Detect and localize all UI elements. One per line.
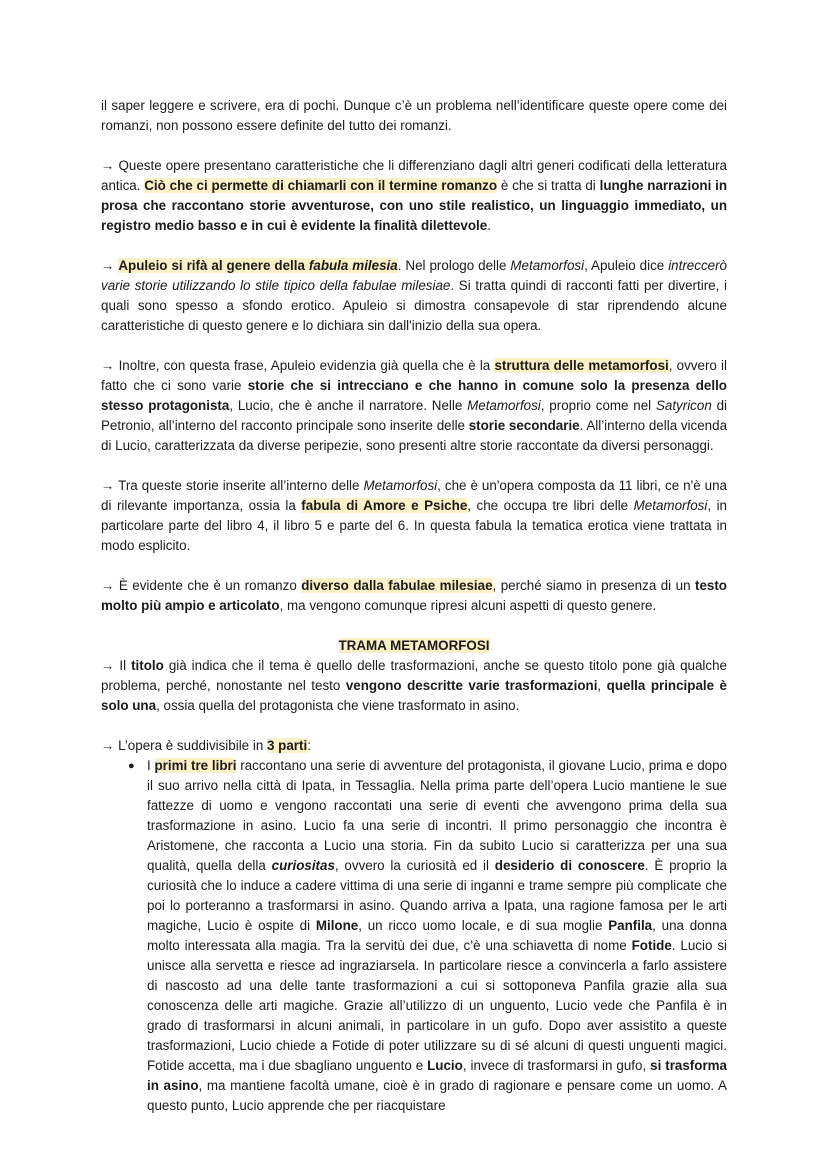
bold-text: Lucio (427, 1058, 463, 1073)
highlight: primi tre libri (154, 758, 237, 773)
text: , (597, 678, 607, 693)
italic-text: Satyricon (655, 398, 712, 413)
paragraph-struttura (101, 356, 727, 456)
text: di Petronio, all’interno del racconto principale sono inserite delle (101, 398, 727, 433)
bullet-icon: ● (128, 760, 135, 772)
highlight-text: Apuleio si rifà al genere della (118, 258, 309, 273)
text: . Nel prologo delle (397, 258, 511, 273)
text: → Il (101, 658, 132, 673)
highlight: struttura delle metamorfosi (494, 358, 669, 373)
italic-text: Metamorfosi (510, 258, 585, 273)
text: , Lucio, che è anche il narratore. Nelle (229, 398, 468, 413)
text: , Apuleio dice (584, 258, 669, 273)
bold-italic-text: curiositas (271, 858, 335, 873)
bold-text: Milone (315, 918, 359, 933)
page-content (101, 96, 727, 1116)
highlight: Ciò che ci permette di chiamarli con il termine romanzo (144, 178, 498, 193)
bold-text: quella principale è solo una (101, 678, 728, 713)
bold-text: si trasforma in asino (147, 1058, 728, 1093)
text: → Tra queste storie inserite all’interno delle (101, 478, 364, 493)
text: , ovvero la curiosità ed il (334, 858, 495, 873)
text: . Si tratta quindi di racconti fatti per divertire, i quali sono spesso a sfondo erotico. Apuleio si dimostra consapevole di star riprendendo alcune caratteristiche di questo genere e lo dichiara sin dall'inizio della sua opera. (101, 278, 727, 333)
text: . (487, 218, 491, 233)
text: , una donna molto interessata alla magia. Tra la servitù dei due, c’è una schiavetta di nome (147, 918, 727, 953)
paragraph-intro (101, 96, 727, 136)
text: → L’opera è suddivisibile in (101, 738, 267, 753)
text: , in particolare parte del libro 4, il libro 5 e parte del 6. In questa fabula la tematica erotica viene trattata in modo esplicito. (101, 498, 727, 553)
highlight: diverso dalla fabulae milesiae (301, 578, 493, 593)
highlight: fabula di Amore e Psiche (301, 498, 468, 513)
bold-text: Panfila (608, 918, 653, 933)
text: , invece di trasformarsi in gufo, (462, 1058, 651, 1073)
italic-text: Metamorfosi (467, 398, 541, 413)
paragraph-titolo (101, 656, 727, 716)
heading-text: TRAMA METAMORFOSI (338, 638, 490, 653)
text: già indica che il tema è quello delle trasformazioni, anche se questo titolo pone già qualche problema, perché, nonostante nel testo (101, 658, 727, 693)
bold-text: storie che si intrecciano e che hanno in comune solo la presenza dello stesso protagonista (101, 378, 727, 413)
paragraph-amore-psiche (101, 476, 727, 556)
bold-text: lunghe narrazioni in prosa che raccontano storie avventurose, con uno stile realistico, un linguaggio immediato, un registro medio basso e in cui è evidente la finalità dilettevole (101, 178, 727, 233)
text: . All’interno della vicenda di Lucio, caratterizzata da diverse peripezie, sono presenti altre storie raccontate da diversi personaggi. (101, 418, 728, 453)
text: , che è un'opera composta da 11 libri, ce n'è una di rilevante importanza, ossia la (101, 478, 727, 513)
paragraph-fabula-milesia (101, 256, 727, 336)
italic-text: Metamorfosi (363, 478, 438, 493)
text: , che occupa tre libri delle (467, 498, 634, 513)
text: , proprio come nel (540, 398, 656, 413)
text: , ma vengono comunque ripresi alcuni aspetti di questo genere. (279, 598, 657, 613)
text: → (101, 258, 119, 273)
bold-text: titolo (131, 658, 164, 673)
highlight-italic: fabula milesia (308, 258, 398, 273)
text: è che si tratta di (497, 178, 600, 193)
highlight (118, 258, 397, 273)
section-heading (101, 636, 727, 656)
bold-text: vengono descritte varie trasformazioni (345, 678, 598, 693)
list-item (101, 756, 727, 1116)
paragraph-diverso (101, 576, 727, 616)
bold-text: storie secondarie (468, 418, 580, 433)
text: il saper leggere e scrivere, era di pochi. Dunque c’è un problema nell’identificare queste opere come dei romanzi, non possono essere definite del tutto dei romanzi. (101, 98, 727, 133)
italic-text: Metamorfosi (633, 498, 708, 513)
text: . È proprio la curiosità che lo induce a cadere vittima di una serie di inganni e trame sempre più complicate che poi lo porteranno a trasformarsi in asino. Quando arriva a Ipata, una ragione famosa per le arti magiche, Lucio è ospite di (147, 858, 728, 933)
text: : (307, 738, 311, 753)
text: → È evidente che è un romanzo (101, 578, 302, 593)
text: I (147, 758, 155, 773)
text: , perché siamo in presenza di un (492, 578, 695, 593)
italic-text: intreccerò varie storie utilizzando lo stile tipico della fabulae milesiae (101, 258, 727, 293)
text: , ossia quella del protagonista che viene trasformato in asino. (156, 698, 520, 713)
parts-list (101, 756, 727, 1116)
bold-text: Fotide (631, 938, 672, 953)
paragraph-romanzo-features (101, 156, 727, 236)
text: → Queste opere presentano caratteristiche che li differenziano dagli altri generi codificati della letteratura antica. (101, 158, 727, 193)
text: → Inoltre, con questa frase, Apuleio evidenzia già quella che è la (101, 358, 495, 373)
text: , ovvero il fatto che ci sono varie (101, 358, 727, 393)
text: , ma mantiene facoltà umane, cioè è in grado di ragionare e pensare come un uomo. A questo punto, Lucio apprende che per riacquistare (147, 1078, 727, 1113)
highlight: 3 parti (267, 738, 308, 753)
text: raccontano una serie di avventure del protagonista, il giovane Lucio, prima e dopo il suo arrivo nella città di Ipata, in Tessaglia. Nella prima parte dell’opera Lucio mantiene le sue fattezze di uomo e vengono raccontati una serie di eventi che avvengono prima della sua trasformazione in asino. Lucio fa una serie di incontri. Il primo personaggio che incontra è Aristomene, che racconta a Lucio una storia. Fin da subito Lucio si caratterizza per una sua qualità, quella della (147, 758, 727, 873)
paragraph-parti (101, 736, 727, 756)
bold-text: testo molto più ampio e articolato (101, 578, 727, 613)
text: , un ricco uomo locale, e di sua moglie (358, 918, 609, 933)
text: . Lucio si unisce alla servetta e riesce ad ingraziarsela. In particolare riesce a convincerla a farlo assistere di nascosto ad una delle tante trasformazioni a cui si sottoponeva Panfila grazie alla sua conoscenza delle arti magiche. Grazie all’utilizzo di un unguento, Lucio vede che Panfila è in grado di trasformarsi in alcuni animali, in particolare in un gufo. Dopo aver assistito a queste trasformazioni, Lucio chiede a Fotide di poter utilizzare su di sé alcuni di questi unguenti magici. Fotide accetta, ma i due sbagliano unguento e (147, 938, 727, 1073)
bold-text: desiderio di conoscere (494, 858, 645, 873)
